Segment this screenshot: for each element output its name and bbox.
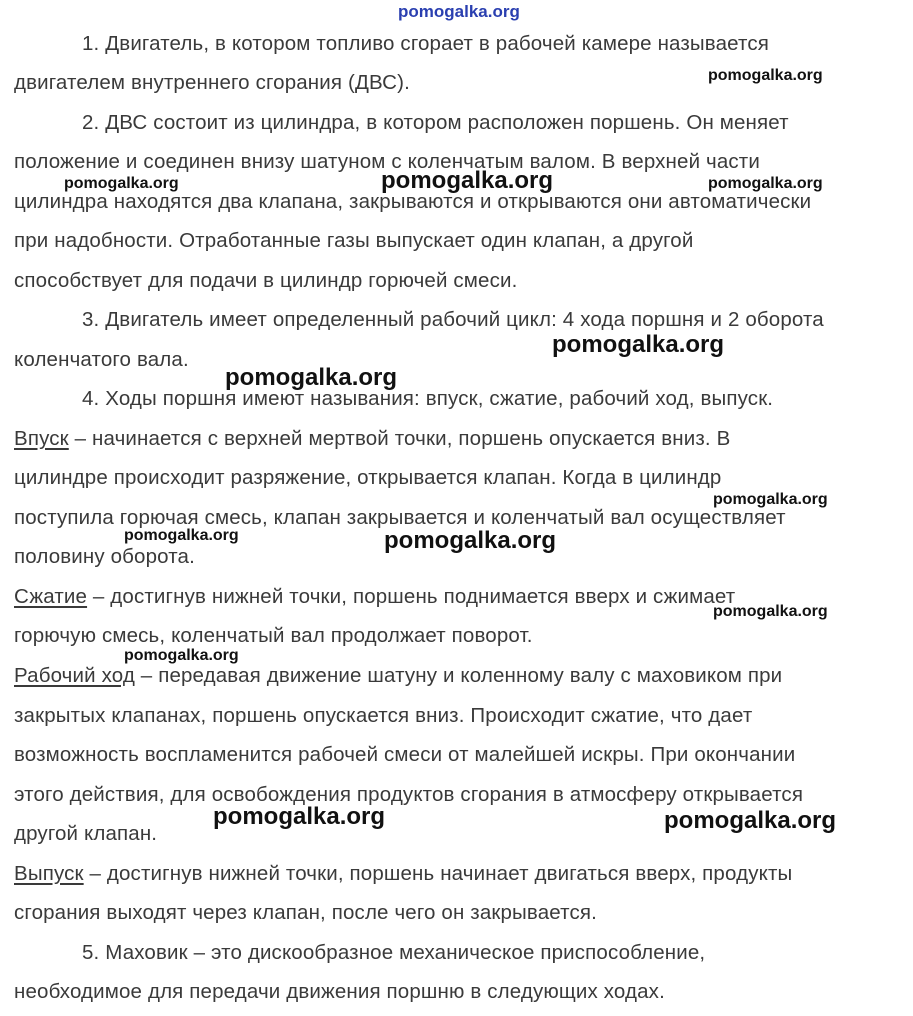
term-power-stroke: Рабочий ход	[14, 664, 135, 687]
watermark: pomogalka.org	[124, 527, 239, 544]
watermark: pomogalka.org	[384, 527, 557, 554]
stroke-compression-text-1: – достигнув нижней точки, поршень поднимается вверх и сжимает	[87, 585, 736, 608]
paragraph-5-line-1: 5. Маховик – это дискообразное механическое приспособление,	[82, 941, 706, 964]
watermark: pomogalka.org	[552, 331, 725, 358]
watermark: pomogalka.org	[708, 175, 823, 192]
stroke-power-line-1	[14, 664, 782, 688]
paragraph-2-line-1: 2. ДВС состоит из цилиндра, в котором расположен поршень. Он меняет	[82, 111, 789, 134]
stroke-power-line-5: другой клапан.	[14, 822, 158, 845]
watermark: pomogalka.org	[381, 167, 554, 194]
paragraph-3-line-2: коленчатого вала.	[14, 348, 189, 371]
stroke-compression-line-1	[14, 585, 735, 609]
watermark: pomogalka.org	[713, 603, 828, 620]
stroke-power-line-4: этого действия, для освобождения продуктов сгорания в атмосферу открывается	[14, 783, 804, 806]
stroke-exhaust-text-1: – достигнув нижней точки, поршень начинает двигаться вверх, продукты	[83, 862, 793, 885]
paragraph-4-line-1: 4. Ходы поршня имеют называния: впуск, сжатие, рабочий ход, выпуск.	[82, 387, 774, 410]
paragraph-2-line-3: цилиндра находятся два клапана, закрываются и открываются они автоматически	[14, 190, 812, 213]
watermark: pomogalka.org	[713, 491, 828, 508]
stroke-exhaust-line-2: сгорания выходят через клапан, после чего он закрывается.	[14, 901, 597, 924]
stroke-power-line-3: возможность воспламенится рабочей смеси от малейшей искры. При окончании	[14, 743, 796, 766]
stroke-power-text-1: – передавая движение шатуну и коленному валу с маховиком при	[134, 664, 783, 687]
stroke-exhaust-line-1	[14, 862, 792, 886]
paragraph-5-line-2: необходимое для передачи движения поршню в следующих ходах.	[14, 980, 665, 1003]
paragraph-3-line-1: 3. Двигатель имеет определенный рабочий цикл: 4 хода поршня и 2 оборота	[82, 308, 824, 331]
paragraph-1-line-2: двигателем внутреннего сгорания (ДВС).	[14, 71, 410, 94]
watermark: pomogalka.org	[124, 647, 239, 664]
watermark: pomogalka.org	[64, 175, 179, 192]
stroke-intake-text-1: – начинается с верхней мертвой точки, поршень опускается вниз. В	[68, 427, 731, 450]
watermark: pomogalka.org	[664, 807, 837, 834]
watermark: pomogalka.org	[708, 67, 823, 84]
stroke-power-line-2: закрытых клапанах, поршень опускается вниз. Происходит сжатие, что дает	[14, 704, 753, 727]
stroke-compression-line-2: горючую смесь, коленчатый вал продолжает поворот.	[14, 624, 533, 647]
paragraph-2-line-2: положение и соединен внизу шатуном с коленчатым валом. В верхней части	[14, 150, 760, 173]
stroke-intake-line-2: цилиндре происходит разряжение, открывается клапан. Когда в цилиндр	[14, 466, 722, 489]
stroke-intake-line-3: поступила горючая смесь, клапан закрывается и коленчатый вал осуществляет	[14, 506, 786, 529]
watermark: pomogalka.org	[225, 364, 398, 391]
term-exhaust: Выпуск	[14, 862, 84, 885]
paragraph-1-line-1: 1. Двигатель, в котором топливо сгорает в рабочей камере называется	[82, 32, 769, 55]
paragraph-2-line-4: при надобности. Отработанные газы выпускает один клапан, а другой	[14, 229, 694, 252]
stroke-intake-line-4: половину оборота.	[14, 545, 195, 568]
watermark: pomogalka.org	[213, 803, 386, 830]
term-compression: Сжатие	[14, 585, 88, 608]
stroke-intake-line-1	[14, 427, 730, 451]
paragraph-2-line-5: способствует для подачи в цилиндр горючей смеси.	[14, 269, 518, 292]
term-intake: Впуск	[14, 427, 69, 450]
watermark: pomogalka.org	[398, 2, 520, 21]
